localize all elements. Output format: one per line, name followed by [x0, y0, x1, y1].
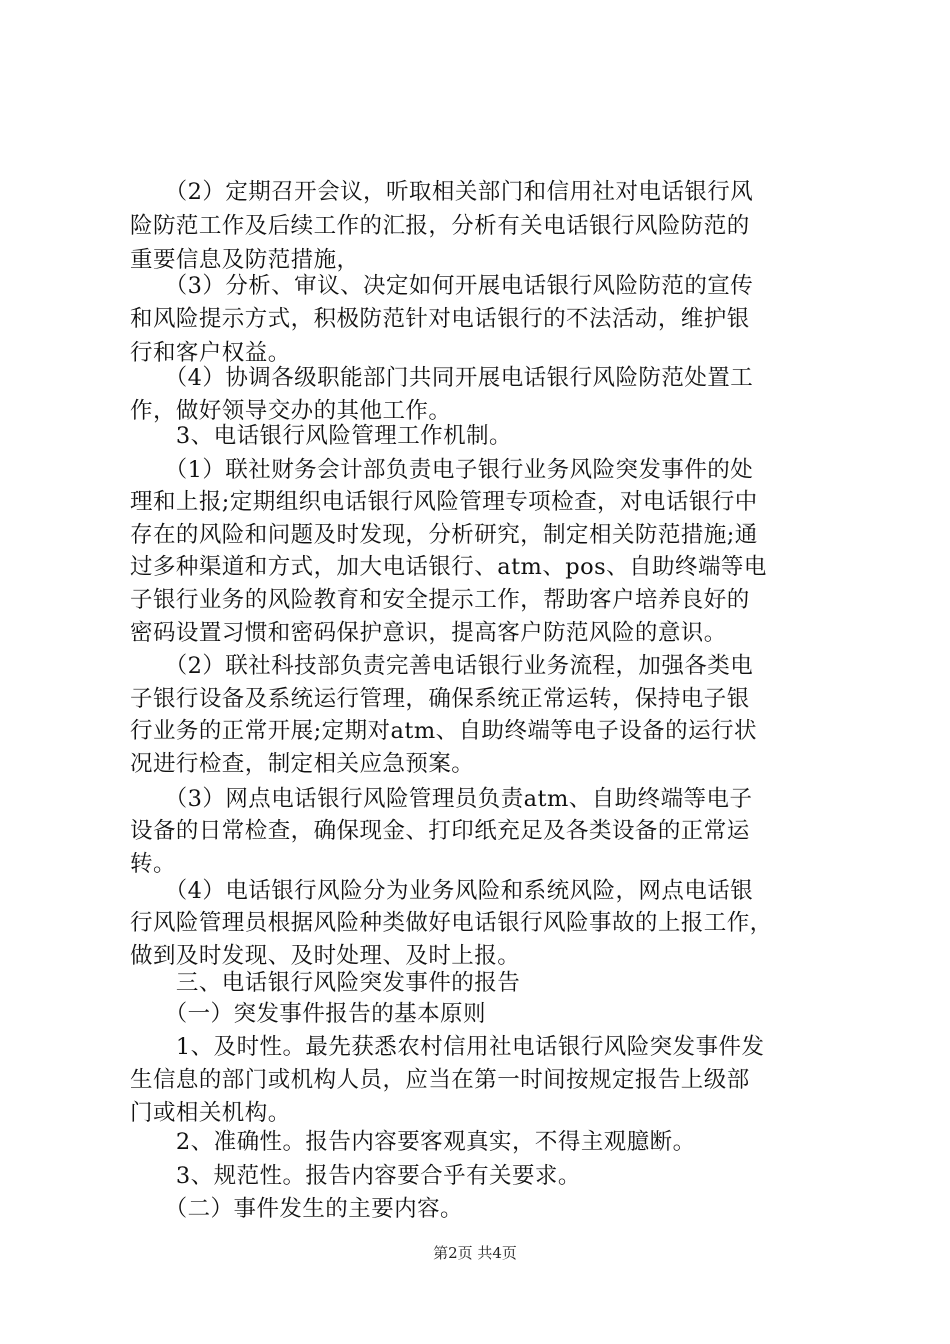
text-line: 3、规范性。报告内容要合乎有关要求。	[130, 1163, 581, 1189]
text-line: 行业务的正常开展;定期对atm、自助终端等电子设备的运行状	[130, 718, 757, 744]
text-line: 作，做好领导交办的其他工作。	[130, 398, 452, 424]
text-line: 2、准确性。报告内容要客观真实，不得主观臆断。	[130, 1129, 696, 1155]
text-line: 过多种渠道和方式，加大电话银行、atm、pos、自助终端等电	[130, 554, 767, 580]
text-line: 行和客户权益。	[130, 340, 291, 366]
text-line: （2）联社科技部负责完善电话银行业务流程，加强各类电	[130, 653, 754, 679]
text-line: （4）电话银行风险分为业务风险和系统风险，网点电话银	[130, 878, 754, 904]
text-line: 和风险提示方式，积极防范针对电话银行的不法活动，维护银	[130, 306, 750, 332]
text-line: 重要信息及防范措施，	[130, 247, 360, 273]
text-line: 子银行设备及系统运行管理，确保系统正常运转，保持电子银	[130, 686, 750, 712]
text-line: （2）定期召开会议，听取相关部门和信用社对电话银行风	[130, 179, 754, 205]
text-line: 子银行业务的风险教育和安全提示工作，帮助客户培养良好的	[130, 587, 750, 613]
text-line: （二）事件发生的主要内容。	[130, 1196, 464, 1222]
page-number-footer: 第2页 共4页	[433, 1244, 517, 1262]
text-line: 三、电话银行风险突发事件的报告	[130, 970, 521, 996]
text-line: 1、及时性。最先获悉农村信用社电话银行风险突发事件发	[130, 1034, 765, 1060]
text-line: 3、电话银行风险管理工作机制。	[130, 423, 512, 449]
text-line: 理和上报;定期组织电话银行风险管理专项检查，对电话银行中	[130, 489, 758, 515]
text-line: （4）协调各级职能部门共同开展电话银行风险防范处置工	[130, 365, 754, 391]
text-line: （3）分析、审议、决定如何开展电话银行风险防范的宣传	[130, 273, 754, 299]
text-line: （1）联社财务会计部负责电子银行业务风险突发事件的处	[130, 457, 754, 483]
text-line: 转。	[130, 851, 176, 877]
text-line: （一）突发事件报告的基本原则	[130, 1001, 486, 1027]
text-line: 门或相关机构。	[130, 1100, 291, 1126]
text-line: 存在的风险和问题及时发现，分析研究，制定相关防范措施;通	[130, 522, 758, 548]
text-line: 做到及时发现、及时处理、及时上报。	[130, 943, 521, 969]
text-line: 生信息的部门或机构人员，应当在第一时间按规定报告上级部	[130, 1067, 750, 1093]
text-line: 险防范工作及后续工作的汇报，分析有关电话银行风险防范的	[130, 213, 750, 239]
text-line: （3）网点电话银行风险管理员负责atm、自助终端等电子	[130, 786, 753, 812]
text-line: 设备的日常检查，确保现金、打印纸充足及各类设备的正常运	[130, 818, 750, 844]
text-line: 行风险管理员根据风险种类做好电话银行风险事故的上报工作，	[130, 910, 773, 936]
text-line: 况进行检查，制定相关应急预案。	[130, 751, 475, 777]
text-line: 密码设置习惯和密码保护意识，提高客户防范风险的意识。	[130, 620, 727, 646]
